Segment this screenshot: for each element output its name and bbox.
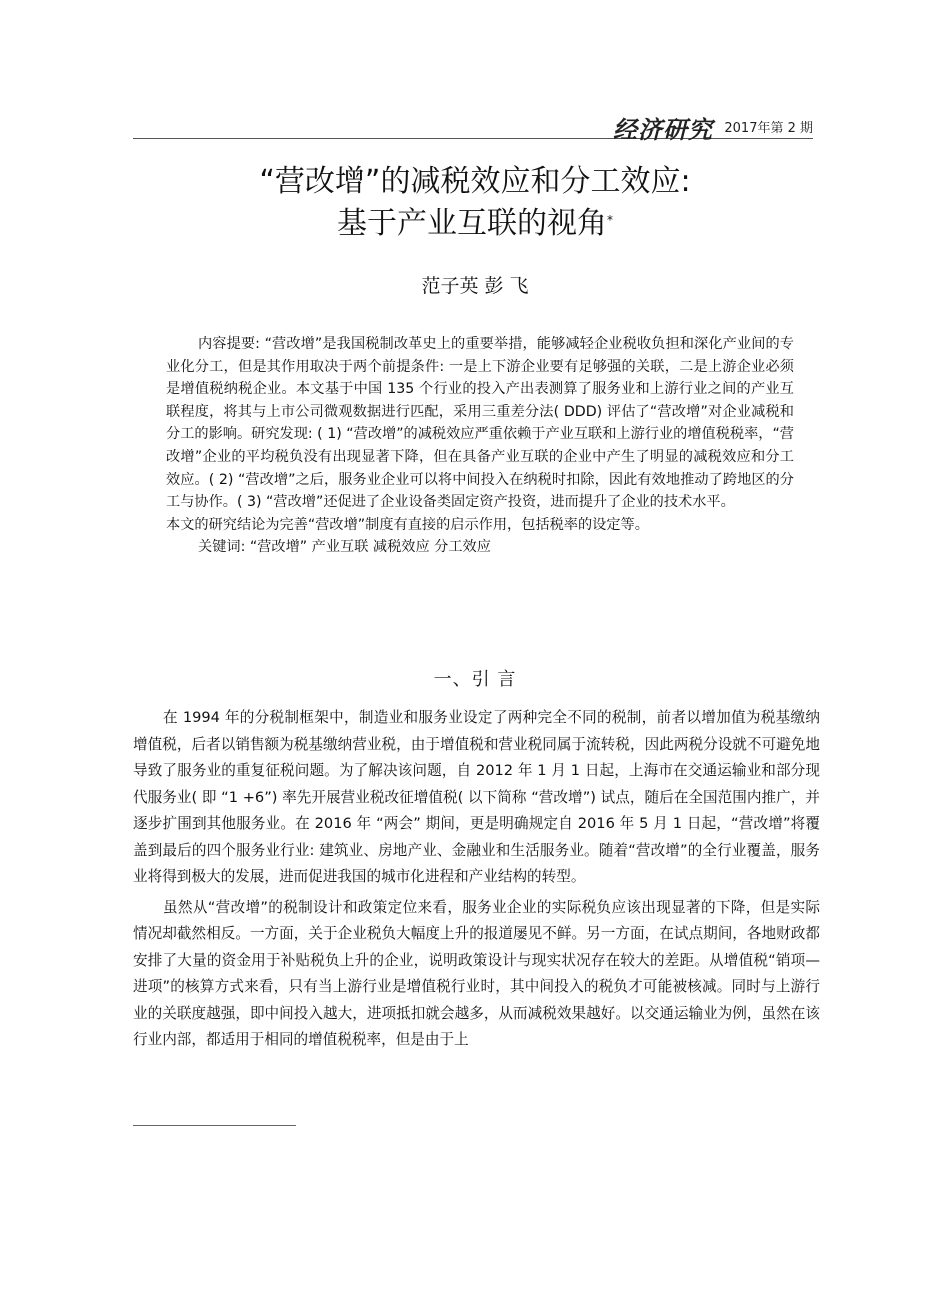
keywords: 关键词: “营改增” 产业互联 减税效应 分工效应 — [198, 539, 491, 556]
footnote-divider — [133, 1125, 296, 1126]
article-title-line-1: “营改增”的减税效应和分工效应: — [259, 164, 691, 199]
abstract-main: 内容提要: “营改增”是我国税制改革史上的重要举措，能够减轻企业税收负担和深化产业间的专业化分工，但是其作用取决于两个前提条件: 一是上下游企业要有足够强的关联，二是上游企业必须是增值税纳税企业。本文基于中国 135 个行业的投入产出表测算了服务业和上游行业之间的产业互联程度，将其与上市公司微观数据进行匹配，采用三重差分法( DDD) 评估了“营改增”对企业减税和分工的影响。研究发现: ( 1) “营改增”的减税效应严重依赖于产业互联和上游行业的增值税税率，“营改增”企业的平均税负没有出现显著下降，但在具备产业互联的企业中产生了明显的减税效应和分工效应。( 2) “营改增”之后，服务业企业可以将中间投入在纳税时扣除，因此有效地推动了跨地区的分工与协作。( 3) “营改增”还促进了企业设备类固定资产投资，进而提升了企业的技术水平。 — [166, 336, 794, 511]
body-paragraph-2: 虽然从“营改增”的税制设计和政策定位来看，服务业企业的实际税负应该出现显著的下降，但是实际情况却截然相反。一方面，关于企业税负大幅度上升的报道屡见不鲜。另一方面，在试点期间，各地财政都安排了大量的资金用于补贴税负上升的企业，说明政策设计与现实状况存在较大的差距。从增值税“销项—进项”的核算方式来看，只有当上游行业是增值税行业时，其中间投入的税负才可能被核减。同时与上游行业的关联度越强，即中间投入越大，进项抵扣就会越多，从而减税效果越好。以交通运输业为例，虽然在该行业内部，都适用于相同的增值税税率，但是由于上 — [133, 898, 820, 1048]
body-paragraph-1: 在 1994 年的分税制框架中，制造业和服务业设定了两种完全不同的税制，前者以增加值为税基缴纳增值税，后者以销售额为税基缴纳营业税，由于增值税和营业税同属于流转税，因此两税分设就不可避免地导致了服务业的重复征税问题。为了解决该问题，自 2012 年 1 月 1 日起，上海市在交通运输业和部分现代服务业( 即 “1 +6”) 率先开展营业税改征增值税( 以下简称 “营改增”) 试点，随后在全国范围内推广，并逐步扩围到其他服务业。在 2016 年 “两会” 期间，更是明确规定自 2016 年 5 月 1 日起，“营改增”将覆盖到最后的四个服务业行业: 建筑业、房地产业、金融业和生活服务业。随着“营改增”的全行业覆盖，服务业将得到极大的发展，进而促进我国的城市化进程和产业结构的转型。 — [133, 709, 820, 885]
title-footnote-mark: * — [607, 213, 613, 227]
journal-issue: 2017年第 2 期 — [724, 121, 813, 136]
journal-name: 经济研究 — [613, 115, 713, 144]
article-title-text: 基于产业互联的视角 — [337, 206, 607, 241]
body-text — [133, 705, 820, 1058]
author-names: 范子英 彭 飞 — [421, 275, 529, 297]
abstract-conclusion: 本文的研究结论为完善“营改增”制度有直接的启示作用，包括税率的设定等。 — [166, 516, 649, 533]
page-header — [133, 108, 813, 144]
abstract-block — [166, 333, 794, 559]
section-heading: 一、引 言 — [433, 669, 517, 690]
article-title-line-2 — [0, 202, 950, 246]
